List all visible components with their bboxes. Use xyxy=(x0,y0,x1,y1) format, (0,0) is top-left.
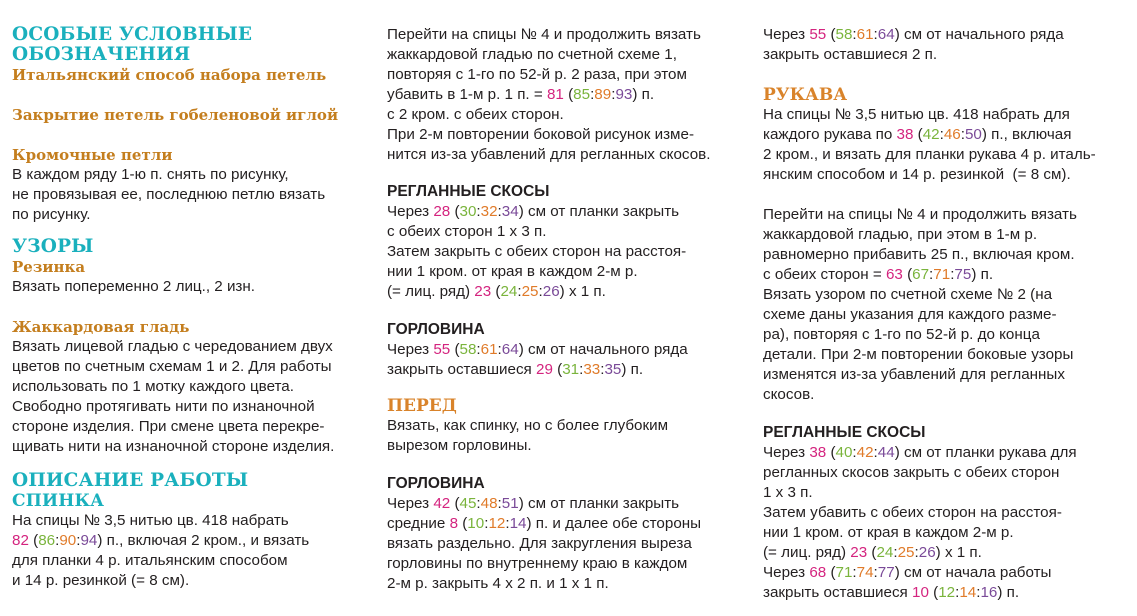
column-middle xyxy=(387,25,749,594)
front-intro-line: повторяя с 1-го по 52-й р. 2 раза, при этом xyxy=(387,66,687,83)
raglan-heading: РЕГЛАННЫЕ СКОСЫ xyxy=(387,183,550,200)
front-neckline-line: средние 8 (10:12:14) п. и далее обе стороны xyxy=(387,515,702,532)
size-value: 82 xyxy=(12,532,29,549)
top-line: закрыть оставшиеся 2 п. xyxy=(763,46,938,63)
front-neckline-line: 2-м р. закрыть 4 х 2 п. и 1 х 1 п. xyxy=(387,575,609,592)
sleeves-line: На спицы № 3,5 нитью цв. 418 набрать для xyxy=(763,106,1070,123)
edge-text-line: В каждом ряду 1-ю п. снять по рисунку, xyxy=(12,166,289,183)
size-value: 93 xyxy=(615,86,633,103)
sleeves-line: схеме даны указания для каждого разме- xyxy=(763,306,1057,323)
raglan-line: (= лиц. ряд) 23 (24:25:26) x 1 п. xyxy=(387,283,606,300)
neckline-line: закрыть оставшиеся 29 (31:33:35) п. xyxy=(387,361,644,378)
front-intro-line: При 2-м повторении боковой рисунок изме- xyxy=(387,126,694,143)
sleeves-line: Вязать узором по счетной схеме № 2 (на xyxy=(763,286,1053,303)
raglan-line: Затем закрыть с обеих сторон на расстоя- xyxy=(387,243,687,260)
front-neckline-heading: ГОРЛОВИНА xyxy=(387,475,485,492)
front-heading: ПЕРЕД xyxy=(387,396,457,416)
sleeves-line: скосов. xyxy=(763,386,815,403)
sleeve-raglan-line: Через 68 (71:74:77) см от начала работы xyxy=(763,564,1052,581)
front-intro-line: с 2 кром. с обеих сторон. xyxy=(387,106,564,123)
jacquard-text-line: цветов по счетным схемам 1 и 2. Для работы xyxy=(12,358,332,375)
front-neckline-line: горловины по внутреннему краю в каждом xyxy=(387,555,688,572)
sleeve-raglan-line: закрыть оставшиеся 10 (12:14:16) п. xyxy=(763,584,1020,601)
back-text-line: для планки 4 р. итальянским способом xyxy=(12,552,288,569)
sleeve-raglan-line: 1 х 3 п. xyxy=(763,484,813,501)
front-intro-line: убавить в 1-м р. 1 п. = 81 (85:89:93) п. xyxy=(387,86,655,103)
sleeve-raglan-line: нии 1 кром. от края в каждом 2-м р. xyxy=(763,524,1014,541)
jacquard-text-line: Вязать лицевой гладью с чередованием двух xyxy=(12,338,333,355)
sleeves-line: изменятся из-за убавлений для регланных xyxy=(763,366,1065,383)
sleeves-line: детали. При 2-м повторении боковые узоры xyxy=(763,346,1074,363)
size-value: 81 xyxy=(546,86,564,103)
edge-stitches-heading: Кромочные петли xyxy=(12,146,173,164)
sleeves-line: ра), повторяя с 1-го по 52-й р. до конца xyxy=(763,326,1040,343)
neckline-heading: ГОРЛОВИНА xyxy=(387,321,485,338)
sleeves-heading: РУКАВА xyxy=(763,85,848,105)
front-intro-line: нится из-за убавлений для регланных скосов. xyxy=(387,146,711,163)
column-left xyxy=(12,25,372,591)
size-value: 89 xyxy=(594,86,612,103)
front-line: вырезом горловины. xyxy=(387,437,532,454)
front-neckline-line: вязать раздельно. Для закругления выреза xyxy=(387,535,692,552)
sleeves-line: янским способом и 14 р. резинкой (= 8 см). xyxy=(763,166,1071,183)
italian-cast-on-heading: Итальянский способ набора петель xyxy=(12,66,327,84)
rib-text: Вязать попеременно 2 лиц., 2 изн. xyxy=(12,278,255,295)
tapestry-bind-off-heading: Закрытие петель гобеленовой иглой xyxy=(12,106,339,124)
patterns-heading: УЗОРЫ xyxy=(12,236,94,257)
front-intro-line: жаккардовой гладью по счетной схеме 1, xyxy=(387,46,677,63)
legend-title-line1: ОСОБЫЕ УСЛОВНЫЕ xyxy=(12,24,253,45)
front-line: Вязать, как спинку, но с более глубоким xyxy=(387,417,669,434)
jacquard-text-line: Свободно протягивать нити по изнаночной xyxy=(12,398,315,415)
sleeves-line: 2 кром., и вязать для планки рукава 4 р. италь- xyxy=(763,146,1096,163)
sleeve-raglan-line: (= лиц. ряд) 23 (24:25:26) x 1 п. xyxy=(763,544,982,561)
jacquard-text-line: стороне изделия. При смене цвета перекре- xyxy=(12,418,325,435)
sleeves-line: жаккардовой гладью, при этом в 1-м р. xyxy=(763,226,1038,243)
size-value: 90 xyxy=(59,532,77,549)
sleeves-line: равномерно прибавить 25 п., включая кром. xyxy=(763,246,1075,263)
sleeve-raglan-line: Через 38 (40:42:44) см от планки рукава для xyxy=(763,444,1077,461)
jacquard-heading: Жаккардовая гладь xyxy=(12,318,190,336)
edge-text-line: не провязывая ее, последнюю петлю вязать xyxy=(12,186,326,203)
size-value: 85 xyxy=(573,86,591,103)
sleeves-line: с обеих сторон = 63 (67:71:75) п. xyxy=(763,266,994,283)
front-intro-line: Перейти на спицы № 4 и продолжить вязать xyxy=(387,26,701,43)
jacquard-text-line: использовать по 1 мотку каждого цвета. xyxy=(12,378,294,395)
work-description-heading: ОПИСАНИЕ РАБОТЫ xyxy=(12,470,249,491)
raglan-line: Через 28 (30:32:34) см от планки закрыть xyxy=(387,203,680,220)
sleeve-raglan-line: Затем убавить с обеих сторон на расстоя- xyxy=(763,504,1062,521)
raglan-line: с обеих сторон 1 х 3 п. xyxy=(387,223,547,240)
back-text-line: 82 (86:90:94) п., включая 2 кром., и вязать xyxy=(12,532,310,549)
back-heading: СПИНКА xyxy=(12,491,105,511)
back-text-line: На спицы № 3,5 нитью цв. 418 набрать xyxy=(12,512,289,529)
sleeves-line: Перейти на спицы № 4 и продолжить вязать xyxy=(763,206,1077,223)
column-right xyxy=(763,25,1128,603)
front-neckline-line: Через 42 (45:48:51) см от планки закрыть xyxy=(387,495,680,512)
sleeves-line: каждого рукава по 38 (42:46:50) п., включая xyxy=(763,126,1072,143)
sleeve-raglan-heading: РЕГЛАННЫЕ СКОСЫ xyxy=(763,424,926,441)
back-text-line: и 14 р. резинкой (= 8 см). xyxy=(12,572,190,589)
rib-heading: Резинка xyxy=(12,258,86,276)
neckline-line: Через 55 (58:61:64) см от начального ряда xyxy=(387,341,688,358)
raglan-line: нии 1 кром. от края в каждом 2-м р. xyxy=(387,263,638,280)
size-value: 94 xyxy=(80,532,98,549)
jacquard-text-line: щивать нити на изнаночной стороне изделия. xyxy=(12,438,335,455)
legend-title-line2: ОБОЗНАЧЕНИЯ xyxy=(12,44,191,65)
size-value: 86 xyxy=(38,532,56,549)
sleeve-raglan-line: регланных скосов закрыть с обеих сторон xyxy=(763,464,1060,481)
edge-text-line: по рисунку. xyxy=(12,206,91,223)
top-line: Через 55 (58:61:64) см от начального ряда xyxy=(763,26,1064,43)
